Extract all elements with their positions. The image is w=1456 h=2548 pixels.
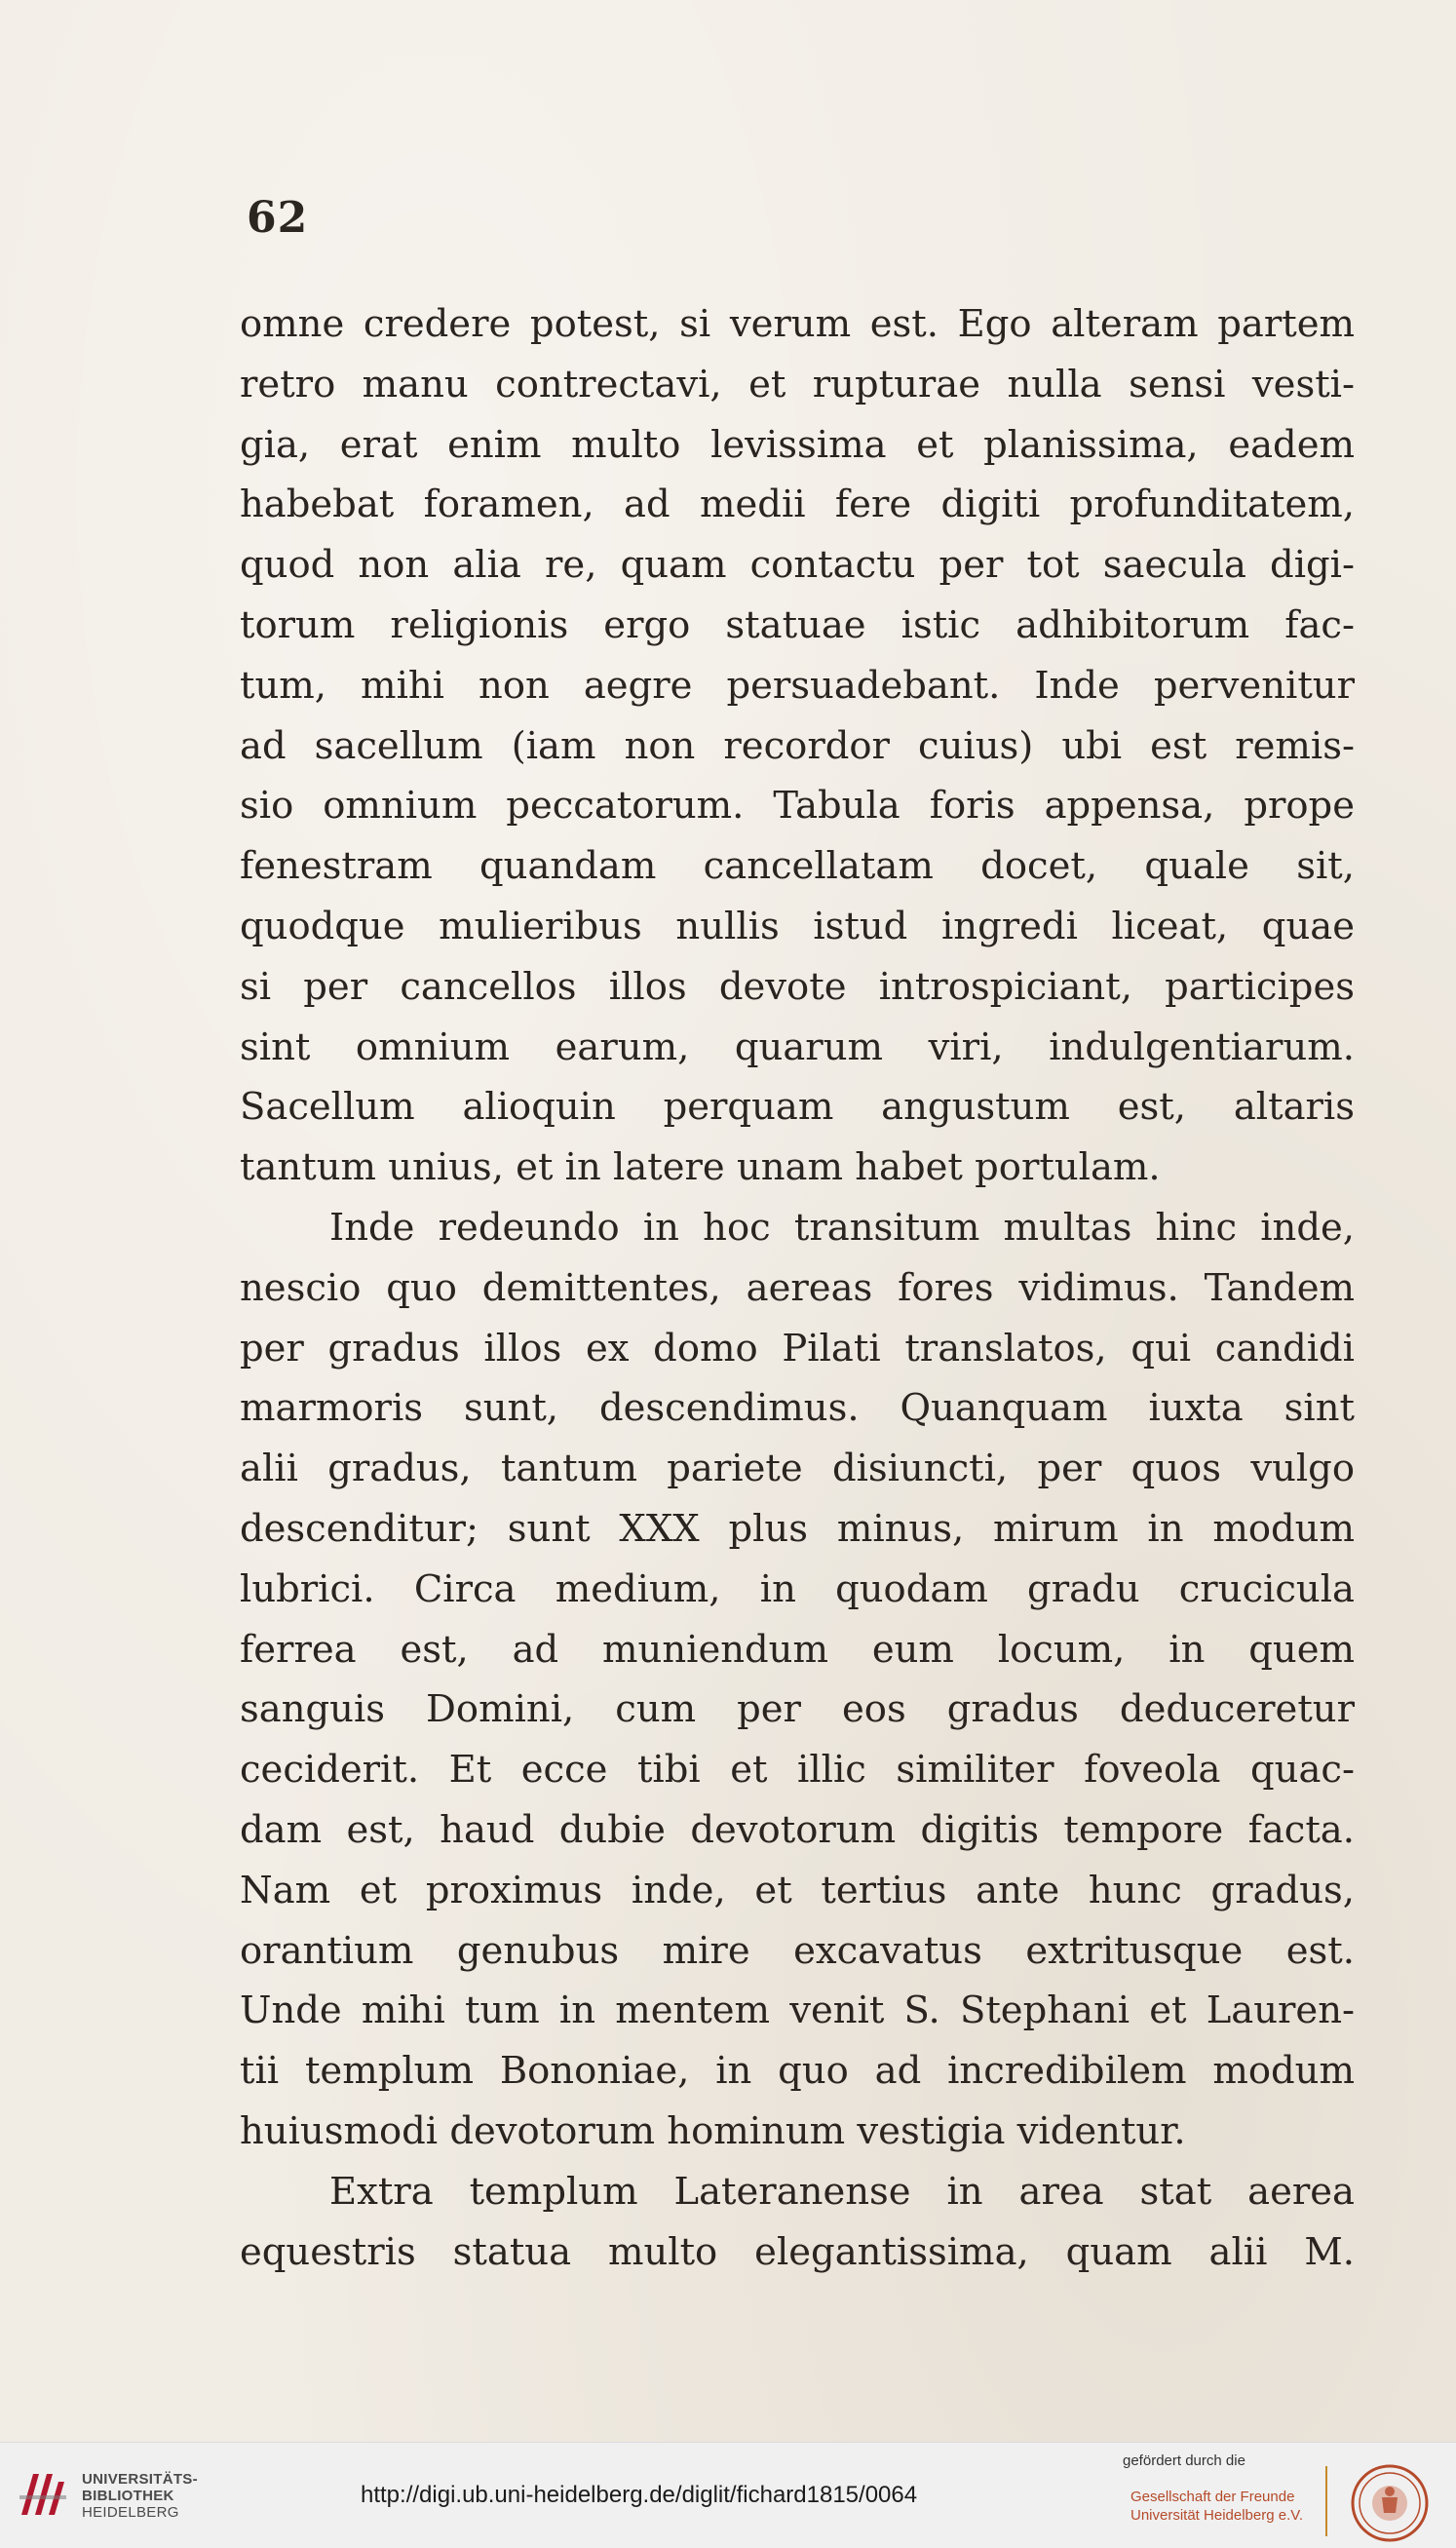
text-line: per gradus illos ex domo Pilati translatos, qui candidi bbox=[240, 1326, 1355, 1371]
page-number: 62 bbox=[247, 193, 309, 243]
paragraph-start-line: Extra templum Lateranense in area stat aerea bbox=[329, 2169, 1355, 2214]
text-line: ferrea est, ad muniendum eum locum, in quem bbox=[240, 1627, 1355, 1672]
text-line: Nam et proximus inde, et tertius ante hunc gradus, bbox=[240, 1868, 1355, 1912]
library-name-line: UNIVERSITÄTS- bbox=[82, 2471, 198, 2488]
footer-divider bbox=[1325, 2466, 1327, 2536]
text-line: si per cancellos illos devote introspiciant, participes bbox=[240, 964, 1355, 1009]
society-name-line: Universität Heidelberg e.V. bbox=[1130, 2507, 1304, 2524]
digitization-footer bbox=[0, 2442, 1456, 2548]
text-line: ceciderit. Et ecce tibi et illic similiter foveola quac- bbox=[240, 1748, 1355, 1793]
text-line: tum, mihi non aegre persuadebant. Inde pervenitur bbox=[240, 663, 1355, 708]
library-name-line: HEIDELBERG bbox=[82, 2504, 179, 2521]
permalink-url[interactable]: http://digi.ub.uni-heidelberg.de/diglit/fichard1815/0064 bbox=[361, 2482, 918, 2508]
paragraph-end-line: huiusmodi devotorum hominum vestigia videntur. bbox=[240, 2108, 1186, 2153]
text-line: lubrici. Circa medium, in quodam gradu crucicula bbox=[240, 1566, 1355, 1611]
text-line: retro manu contrectavi, et rupturae nulla sensi vesti- bbox=[240, 362, 1355, 406]
text-line: equestris statua multo elegantissima, quam alii M. bbox=[240, 2229, 1355, 2274]
text-line: torum religionis ergo statuae istic adhibitorum fac- bbox=[240, 602, 1355, 647]
text-line: quodque mulieribus nullis istud ingredi liceat, quae bbox=[240, 904, 1355, 948]
library-name bbox=[82, 2471, 198, 2521]
paragraph-end-line: tantum unius, et in latere unam habet portulam. bbox=[240, 1145, 1161, 1190]
university-seal-icon bbox=[1343, 2462, 1437, 2544]
text-line: dam est, haud dubie devotorum digitis tempore facta. bbox=[240, 1807, 1355, 1852]
paragraph-start-line: Inde redeundo in hoc transitum multas hinc inde, bbox=[329, 1205, 1355, 1250]
text-line: orantium genubus mire excavatus extritusque est. bbox=[240, 1928, 1355, 1973]
text-line: alii gradus, tantum pariete disiuncti, per quos vulgo bbox=[240, 1447, 1355, 1491]
library-name-line: BIBLIOTHEK bbox=[82, 2488, 174, 2504]
text-line: ad sacellum (iam non recordor cuius) ubi est remis- bbox=[240, 723, 1355, 768]
funding-label: gefördert durch die bbox=[1123, 2452, 1245, 2469]
text-line: Unde mihi tum in mentem venit S. Stephani et Lauren- bbox=[240, 1988, 1355, 2033]
text-line: sio omnium peccatorum. Tabula foris appensa, prope bbox=[240, 784, 1355, 829]
text-line: Sacellum alioquin perquam angustum est, altaris bbox=[240, 1085, 1355, 1130]
text-line: omne credere potest, si verum est. Ego alteram partem bbox=[240, 302, 1355, 346]
text-line: marmoris sunt, descendimus. Quanquam iuxta sint bbox=[240, 1386, 1355, 1431]
society-name-line: Gesellschaft der Freunde bbox=[1130, 2489, 1295, 2505]
text-line: habebat foramen, ad medii fere digiti profunditatem, bbox=[240, 483, 1355, 527]
text-line: nescio quo demittentes, aereas fores vidimus. Tandem bbox=[240, 1265, 1355, 1310]
text-line: tii templum Bononiae, in quo ad incredibilem modum bbox=[240, 2049, 1355, 2094]
text-line: sanguis Domini, cum per eos gradus deduceretur bbox=[240, 1687, 1355, 1732]
text-line: gia, erat enim multo levissima et planissima, eadem bbox=[240, 422, 1355, 467]
text-line: descenditur; sunt XXX plus minus, mirum in modum bbox=[240, 1506, 1355, 1551]
text-line: fenestram quandam cancellatam docet, quale sit, bbox=[240, 844, 1355, 889]
text-line: quod non alia re, quam contactu per tot saecula digi- bbox=[240, 543, 1355, 588]
university-library-logo-icon[interactable] bbox=[16, 2466, 70, 2521]
body-text bbox=[240, 294, 1355, 2282]
text-line: sint omnium earum, quarum viri, indulgentiarum. bbox=[240, 1024, 1355, 1069]
society-name[interactable] bbox=[1130, 2488, 1303, 2525]
